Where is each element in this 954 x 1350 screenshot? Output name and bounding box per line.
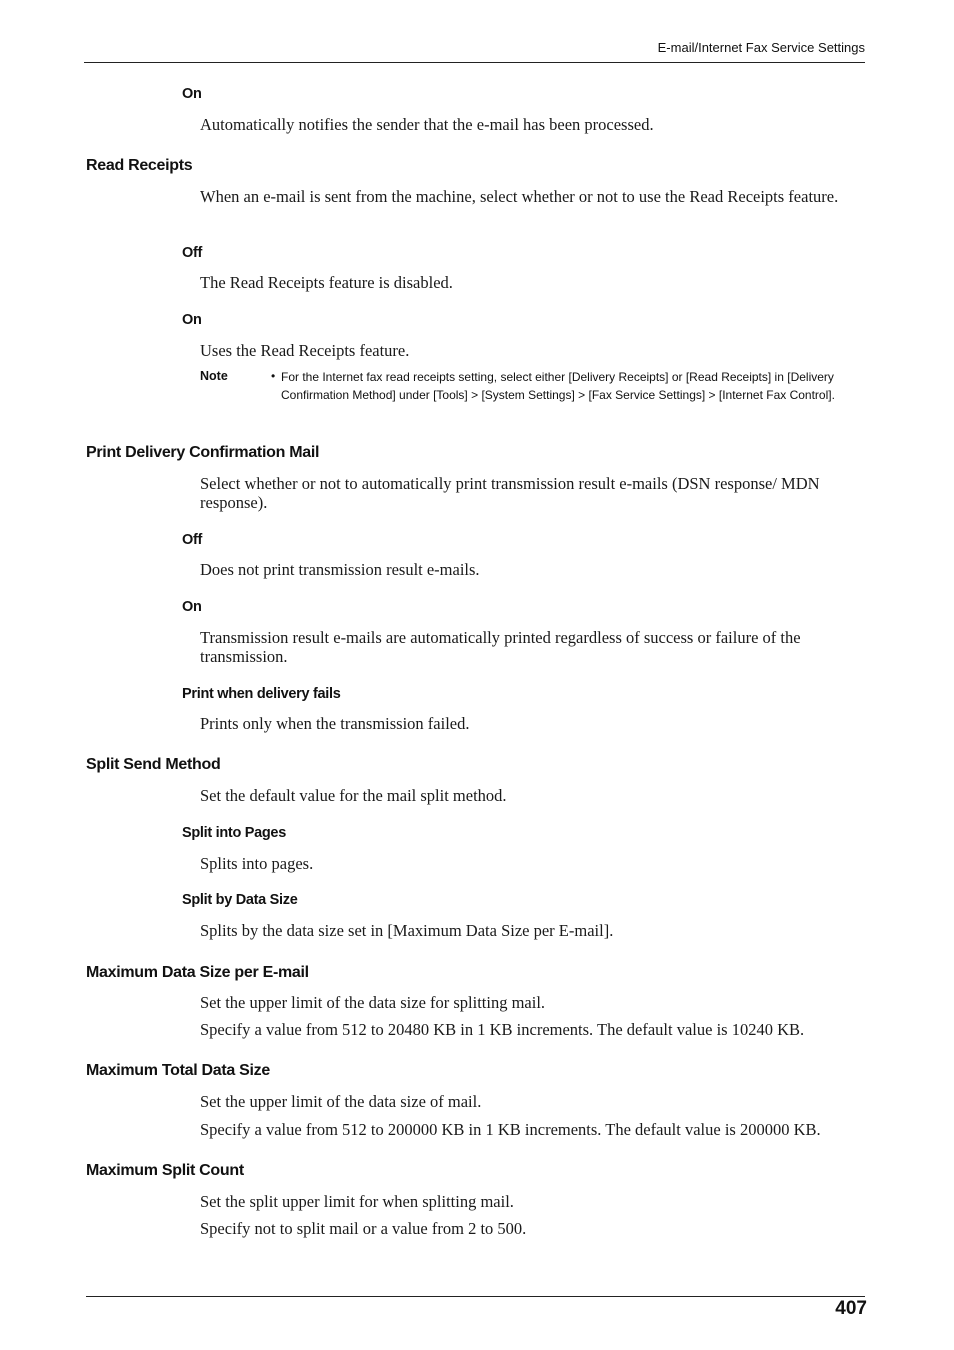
section-heading-read-receipts: Read Receipts	[86, 157, 193, 174]
section-heading-maximum-total-data-size: Maximum Total Data Size	[86, 1062, 270, 1079]
option-heading-off: Off	[182, 532, 203, 548]
option-heading-on: On	[182, 86, 202, 102]
section-description: Set the default value for the mail split method.	[200, 786, 507, 805]
option-description: Transmission result e-mails are automatically printed regardless of success or failure of the transmission.	[200, 628, 801, 666]
option-heading-split-by-data-size: Split by Data Size	[182, 892, 298, 908]
note-bullet: •	[271, 369, 276, 383]
section-heading-print-delivery-confirmation: Print Delivery Confirmation Mail	[86, 444, 320, 461]
option-description: Uses the Read Receipts feature.	[200, 341, 410, 360]
option-heading-on: On	[182, 312, 202, 328]
option-description: Automatically notifies the sender that the e-mail has been processed.	[200, 115, 654, 134]
option-description: Does not print transmission result e-mails.	[200, 560, 480, 579]
section-heading-maximum-data-size: Maximum Data Size per E-mail	[86, 964, 309, 981]
header-rule	[84, 62, 865, 63]
option-description: Splits into pages.	[200, 854, 314, 873]
section-description: Specify a value from 512 to 200000 KB in 1 KB increments. The default value is 200000 KB.	[200, 1120, 821, 1139]
section-description: Specify not to split mail or a value from 2 to 500.	[200, 1219, 527, 1238]
section-heading-split-send-method: Split Send Method	[86, 756, 221, 773]
option-description: Splits by the data size set in [Maximum Data Size per E-mail].	[200, 921, 614, 940]
section-description: Specify a value from 512 to 20480 KB in 1 KB increments. The default value is 10240 KB.	[200, 1020, 805, 1039]
section-description: Set the upper limit of the data size for splitting mail.	[200, 993, 546, 1012]
section-description: When an e-mail is sent from the machine, select whether or not to use the Read Receipts feature.	[200, 187, 839, 206]
option-heading-on: On	[182, 599, 202, 615]
section-description: Set the upper limit of the data size of mail.	[200, 1092, 482, 1111]
running-header: E-mail/Internet Fax Service Settings	[657, 40, 865, 55]
note-text: For the Internet fax read receipts setting, select either [Delivery Receipts] or [Read Receipts] in [Delivery Confirmation Method] under [Tools] > [System Settings] > [Fax Service Settings] > [Internet Fax Control].	[281, 370, 835, 402]
option-heading-off: Off	[182, 245, 203, 261]
note-label: Note	[200, 369, 228, 383]
section-heading-maximum-split-count: Maximum Split Count	[86, 1162, 244, 1179]
option-heading-split-into-pages: Split into Pages	[182, 825, 286, 841]
footer-rule	[86, 1296, 865, 1297]
section-description: Set the split upper limit for when splitting mail.	[200, 1192, 514, 1211]
section-description: Select whether or not to automatically print transmission result e-mails (DSN response/ MDN response).	[200, 474, 820, 512]
option-description: Prints only when the transmission failed.	[200, 714, 470, 733]
option-description: The Read Receipts feature is disabled.	[200, 273, 453, 292]
page-number: 407	[835, 1298, 867, 1319]
option-heading-print-when-fails: Print when delivery fails	[182, 686, 341, 702]
